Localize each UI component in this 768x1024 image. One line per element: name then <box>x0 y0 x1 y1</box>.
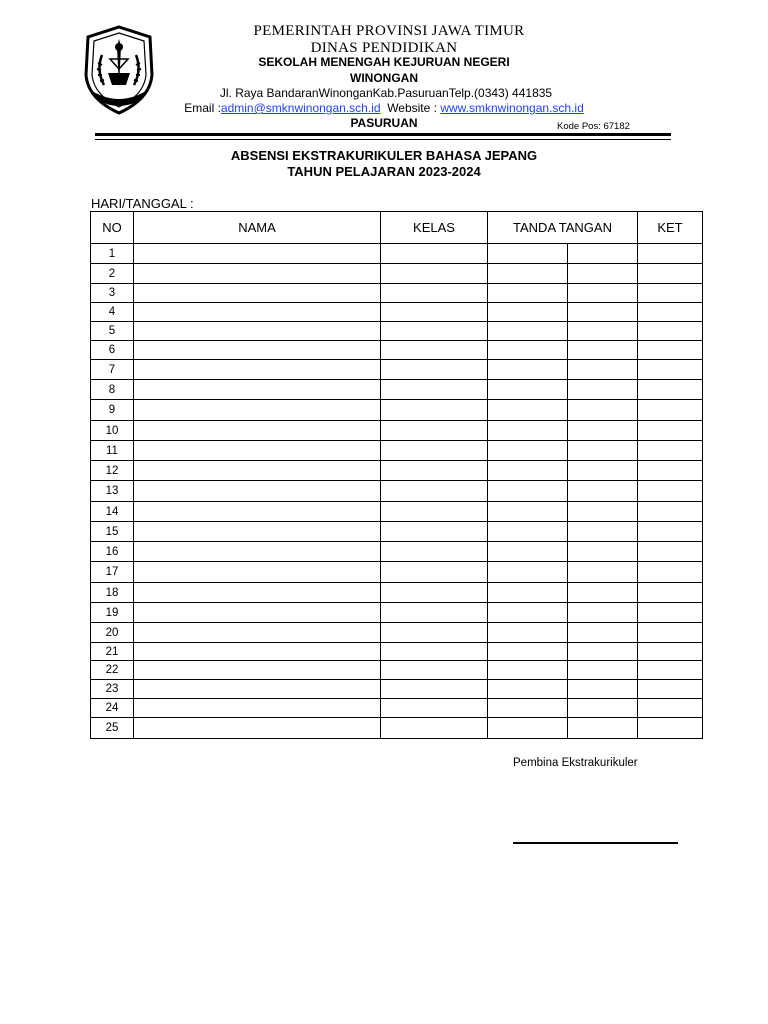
nama-cell[interactable] <box>134 680 381 699</box>
nama-cell[interactable] <box>134 718 381 739</box>
kelas-cell[interactable] <box>381 603 488 623</box>
signature-cell-a[interactable] <box>488 522 568 542</box>
signature-cell-b[interactable] <box>568 502 638 522</box>
row-number: 3 <box>91 284 134 303</box>
row-number: 2 <box>91 264 134 284</box>
table-row <box>91 699 703 718</box>
signature-cell-b[interactable] <box>568 643 638 661</box>
signature-cell-a[interactable] <box>488 400 568 421</box>
signature-cell-b[interactable] <box>568 583 638 603</box>
date-label: HARI/TANGGAL : <box>91 196 194 211</box>
row-number: 5 <box>91 322 134 341</box>
table-row <box>91 562 703 583</box>
ket-cell[interactable] <box>638 264 703 284</box>
kelas-cell[interactable] <box>381 441 488 461</box>
table-header-row <box>91 212 703 244</box>
nama-cell[interactable] <box>134 643 381 661</box>
table-row <box>91 502 703 522</box>
signature-label: Pembina Ekstrakurikuler <box>513 757 638 769</box>
nama-cell[interactable] <box>134 542 381 562</box>
nama-cell[interactable] <box>134 661 381 680</box>
kelas-cell[interactable] <box>381 661 488 680</box>
header-contact <box>0 101 768 115</box>
header-town: WINONGAN <box>350 71 418 85</box>
table-row <box>91 284 703 303</box>
ket-cell[interactable] <box>638 481 703 502</box>
signature-cell-a[interactable] <box>488 680 568 699</box>
row-number: 16 <box>91 542 134 562</box>
row-number: 24 <box>91 699 134 718</box>
signature-cell-a[interactable] <box>488 421 568 441</box>
row-number: 11 <box>91 441 134 461</box>
row-number: 12 <box>91 461 134 481</box>
kelas-cell[interactable] <box>381 341 488 360</box>
signature-cell-b[interactable] <box>568 380 638 400</box>
ket-cell[interactable] <box>638 284 703 303</box>
table-row <box>91 583 703 603</box>
signature-cell-a[interactable] <box>488 380 568 400</box>
nama-cell[interactable] <box>134 461 381 481</box>
row-number: 4 <box>91 303 134 322</box>
kelas-cell[interactable] <box>381 522 488 542</box>
nama-cell[interactable] <box>134 583 381 603</box>
kelas-cell[interactable] <box>381 303 488 322</box>
row-number: 7 <box>91 360 134 380</box>
ket-cell[interactable] <box>638 421 703 441</box>
signature-line[interactable] <box>513 842 678 844</box>
column-header-ket: KET <box>638 212 703 244</box>
row-number: 15 <box>91 522 134 542</box>
nama-cell[interactable] <box>134 522 381 542</box>
kelas-cell[interactable] <box>381 400 488 421</box>
nama-cell[interactable] <box>134 360 381 380</box>
table-row <box>91 603 703 623</box>
signature-cell-b[interactable] <box>568 400 638 421</box>
signature-cell-a[interactable] <box>488 718 568 739</box>
email-link[interactable]: admin@smknwinongan.sch.id <box>220 101 381 115</box>
row-number: 17 <box>91 562 134 583</box>
attendance-table <box>90 211 703 739</box>
nama-cell[interactable] <box>134 303 381 322</box>
header-department: DINAS PENDIDIKAN <box>310 40 458 56</box>
signature-cell-b[interactable] <box>568 284 638 303</box>
signature-cell-a[interactable] <box>488 562 568 583</box>
table-row <box>91 380 703 400</box>
table-row <box>91 623 703 643</box>
table-row <box>91 643 703 661</box>
ket-cell[interactable] <box>638 680 703 699</box>
nama-cell[interactable] <box>134 441 381 461</box>
signature-cell-a[interactable] <box>488 542 568 562</box>
signature-cell-b[interactable] <box>568 522 638 542</box>
document-title: ABSENSI EKSTRAKURIKULER BAHASA JEPANG <box>230 148 538 163</box>
signature-cell-a[interactable] <box>488 481 568 502</box>
row-number: 18 <box>91 583 134 603</box>
signature-cell-a[interactable] <box>488 623 568 643</box>
signature-cell-a[interactable] <box>488 322 568 341</box>
table-row <box>91 360 703 380</box>
nama-cell[interactable] <box>134 421 381 441</box>
signature-cell-a[interactable] <box>488 583 568 603</box>
ket-cell[interactable] <box>638 699 703 718</box>
header-address: Jl. Raya BandaranWinonganKab.PasuruanTelp.(0343) 441835 <box>219 86 553 100</box>
kelas-cell[interactable] <box>381 643 488 661</box>
nama-cell[interactable] <box>134 481 381 502</box>
header-divider-thick <box>95 133 671 136</box>
signature-cell-b[interactable] <box>568 421 638 441</box>
nama-cell[interactable] <box>134 284 381 303</box>
nama-cell[interactable] <box>134 322 381 341</box>
table-row <box>91 718 703 739</box>
nama-cell[interactable] <box>134 244 381 264</box>
signature-cell-b[interactable] <box>568 303 638 322</box>
table-row <box>91 264 703 284</box>
signature-cell-b[interactable] <box>568 542 638 562</box>
signature-cell-b[interactable] <box>568 461 638 481</box>
ket-cell[interactable] <box>638 400 703 421</box>
row-number: 21 <box>91 643 134 661</box>
kelas-cell[interactable] <box>381 380 488 400</box>
kelas-cell[interactable] <box>381 699 488 718</box>
signature-cell-b[interactable] <box>568 264 638 284</box>
table-row <box>91 441 703 461</box>
ket-cell[interactable] <box>638 322 703 341</box>
ket-cell[interactable] <box>638 522 703 542</box>
ket-cell[interactable] <box>638 718 703 739</box>
signature-cell-a[interactable] <box>488 441 568 461</box>
table-row <box>91 303 703 322</box>
signature-cell-b[interactable] <box>568 244 638 264</box>
signature-cell-a[interactable] <box>488 643 568 661</box>
row-number: 14 <box>91 502 134 522</box>
row-number: 22 <box>91 661 134 680</box>
signature-cell-b[interactable] <box>568 360 638 380</box>
table-row <box>91 421 703 441</box>
table-row <box>91 481 703 502</box>
signature-cell-b[interactable] <box>568 680 638 699</box>
kelas-cell[interactable] <box>381 680 488 699</box>
ket-cell[interactable] <box>638 623 703 643</box>
signature-cell-a[interactable] <box>488 244 568 264</box>
ket-cell[interactable] <box>638 341 703 360</box>
kelas-cell[interactable] <box>381 481 488 502</box>
ket-cell[interactable] <box>638 360 703 380</box>
header-city: PASURUAN <box>350 116 418 130</box>
email-label: Email : <box>184 101 221 115</box>
nama-cell[interactable] <box>134 562 381 583</box>
kelas-cell[interactable] <box>381 583 488 603</box>
kelas-cell[interactable] <box>381 360 488 380</box>
table-row <box>91 461 703 481</box>
signature-cell-b[interactable] <box>568 481 638 502</box>
ket-cell[interactable] <box>638 502 703 522</box>
column-header-tanda-tangan: TANDA TANGAN <box>488 212 638 244</box>
row-number: 6 <box>91 341 134 360</box>
ket-cell[interactable] <box>638 441 703 461</box>
signature-cell-a[interactable] <box>488 303 568 322</box>
kelas-cell[interactable] <box>381 542 488 562</box>
row-number: 8 <box>91 380 134 400</box>
table-row <box>91 661 703 680</box>
kelas-cell[interactable] <box>381 244 488 264</box>
ket-cell[interactable] <box>638 542 703 562</box>
kelas-cell[interactable] <box>381 718 488 739</box>
website-label: Website : <box>387 101 437 115</box>
row-number: 20 <box>91 623 134 643</box>
table-row <box>91 341 703 360</box>
nama-cell[interactable] <box>134 603 381 623</box>
table-row <box>91 400 703 421</box>
signature-cell-a[interactable] <box>488 264 568 284</box>
nama-cell[interactable] <box>134 400 381 421</box>
nama-cell[interactable] <box>134 699 381 718</box>
row-number: 9 <box>91 400 134 421</box>
ket-cell[interactable] <box>638 643 703 661</box>
nama-cell[interactable] <box>134 264 381 284</box>
row-number: 25 <box>91 718 134 739</box>
signature-cell-b[interactable] <box>568 661 638 680</box>
signature-cell-a[interactable] <box>488 661 568 680</box>
row-number: 1 <box>91 244 134 264</box>
signature-cell-a[interactable] <box>488 699 568 718</box>
nama-cell[interactable] <box>134 380 381 400</box>
kelas-cell[interactable] <box>381 502 488 522</box>
ket-cell[interactable] <box>638 583 703 603</box>
signature-cell-a[interactable] <box>488 603 568 623</box>
signature-cell-b[interactable] <box>568 441 638 461</box>
kelas-cell[interactable] <box>381 461 488 481</box>
column-header-kelas: KELAS <box>381 212 488 244</box>
ket-cell[interactable] <box>638 461 703 481</box>
signature-cell-b[interactable] <box>568 562 638 583</box>
row-number: 13 <box>91 481 134 502</box>
column-header-nama: NAMA <box>134 212 381 244</box>
kelas-cell[interactable] <box>381 284 488 303</box>
table-row <box>91 542 703 562</box>
row-number: 23 <box>91 680 134 699</box>
signature-cell-b[interactable] <box>568 341 638 360</box>
ket-cell[interactable] <box>638 661 703 680</box>
ket-cell[interactable] <box>638 562 703 583</box>
signature-cell-b[interactable] <box>568 322 638 341</box>
kelas-cell[interactable] <box>381 562 488 583</box>
nama-cell[interactable] <box>134 502 381 522</box>
ket-cell[interactable] <box>638 303 703 322</box>
row-number: 10 <box>91 421 134 441</box>
header-divider-thin <box>95 139 671 140</box>
table-row <box>91 522 703 542</box>
table-row <box>91 322 703 341</box>
document-subtitle: TAHUN PELAJARAN 2023-2024 <box>287 164 481 179</box>
ket-cell[interactable] <box>638 603 703 623</box>
signature-cell-a[interactable] <box>488 502 568 522</box>
table-row <box>91 244 703 264</box>
header-government: PEMERINTAH PROVINSI JAWA TIMUR <box>253 23 525 39</box>
signature-cell-a[interactable] <box>488 284 568 303</box>
column-header-no: NO <box>91 212 134 244</box>
signature-cell-b[interactable] <box>568 603 638 623</box>
row-number: 19 <box>91 603 134 623</box>
kelas-cell[interactable] <box>381 264 488 284</box>
nama-cell[interactable] <box>134 341 381 360</box>
postal-code: Kode Pos: 67182 <box>557 121 630 132</box>
header-school: SEKOLAH MENENGAH KEJURUAN NEGERI <box>258 55 510 69</box>
website-link[interactable]: www.smknwinongan.sch.id <box>440 101 584 115</box>
kelas-cell[interactable] <box>381 623 488 643</box>
ket-cell[interactable] <box>638 244 703 264</box>
signature-cell-b[interactable] <box>568 699 638 718</box>
ket-cell[interactable] <box>638 380 703 400</box>
signature-cell-b[interactable] <box>568 623 638 643</box>
kelas-cell[interactable] <box>381 322 488 341</box>
signature-cell-a[interactable] <box>488 360 568 380</box>
signature-cell-a[interactable] <box>488 341 568 360</box>
kelas-cell[interactable] <box>381 421 488 441</box>
signature-cell-a[interactable] <box>488 461 568 481</box>
signature-cell-b[interactable] <box>568 718 638 739</box>
table-row <box>91 680 703 699</box>
nama-cell[interactable] <box>134 623 381 643</box>
